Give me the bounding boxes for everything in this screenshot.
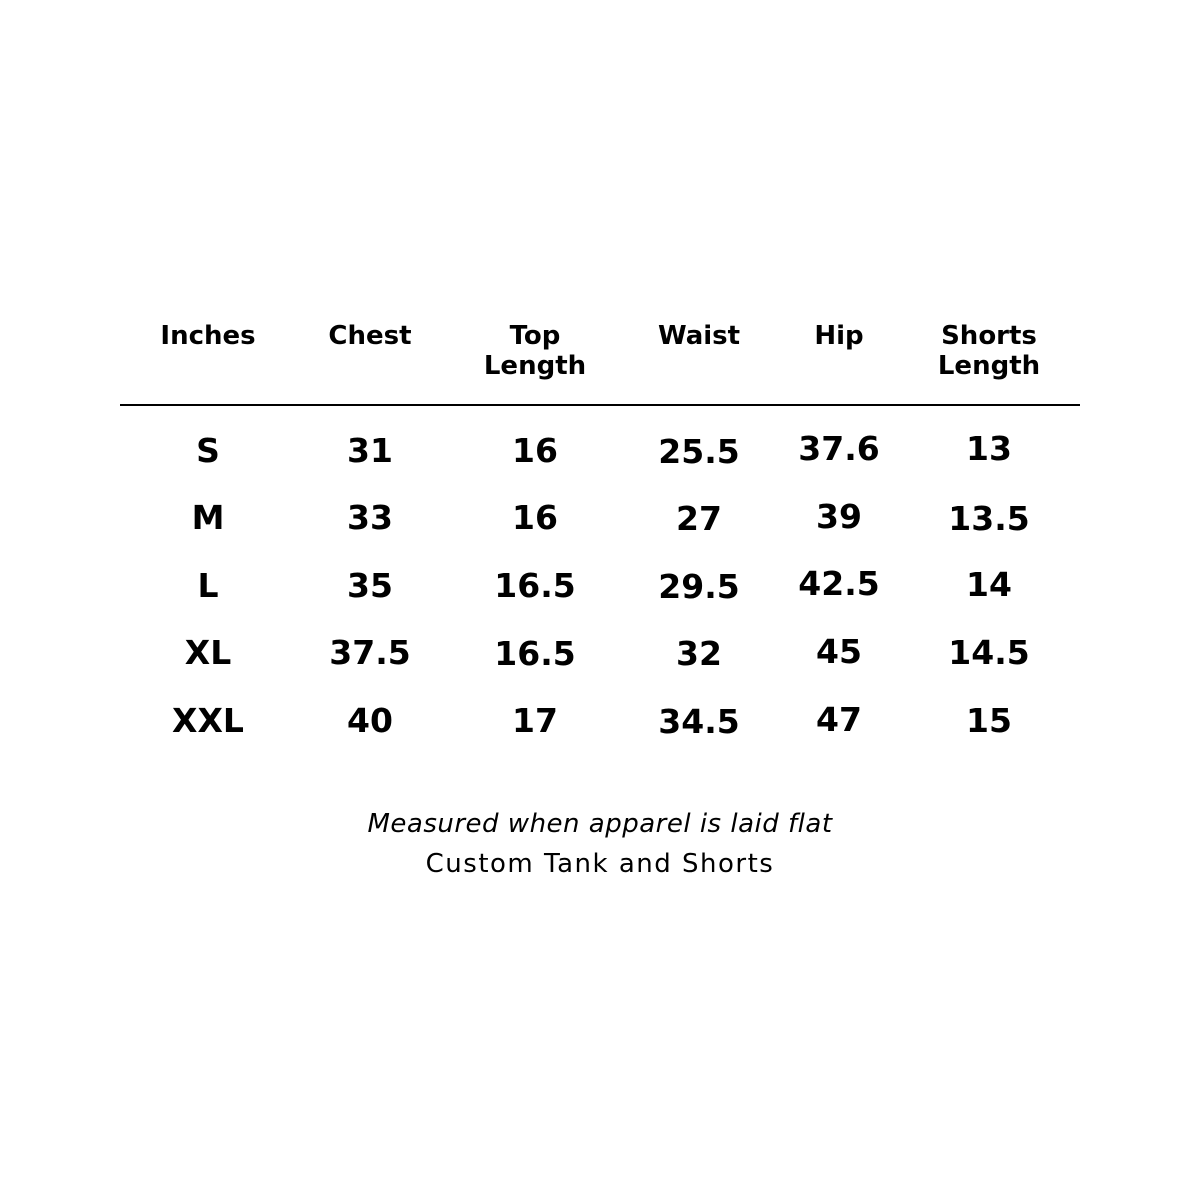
row-l-shorts-length: 14: [966, 565, 1012, 604]
column-header-inches: Inches: [160, 321, 256, 351]
row-xxl-waist: 34.5: [658, 702, 740, 741]
row-xxl-hip: 47: [816, 700, 862, 739]
row-s-hip: 37.6: [798, 429, 880, 468]
product-name: Custom Tank and Shorts: [425, 849, 775, 879]
row-l-size: L: [197, 566, 219, 605]
row-xl-hip: 45: [816, 632, 862, 671]
row-xxl-shorts-length: 15: [966, 701, 1012, 740]
row-xl-shorts-length: 14.5: [948, 633, 1030, 672]
row-s-size: S: [196, 431, 220, 470]
row-s-top-length: 16: [512, 431, 558, 470]
row-xxl-chest: 40: [347, 701, 393, 740]
row-l-waist: 29.5: [658, 567, 740, 606]
row-m-waist: 27: [676, 499, 722, 538]
header-divider: [120, 404, 1080, 406]
row-xl-size: XL: [184, 633, 232, 672]
row-m-chest: 33: [347, 498, 393, 537]
row-l-hip: 42.5: [798, 564, 880, 603]
column-header-chest: Chest: [328, 321, 412, 351]
column-header-shorts-length: Shorts Length: [937, 321, 1041, 381]
row-l-top-length: 16.5: [494, 566, 576, 605]
column-header-hip: Hip: [814, 321, 864, 351]
column-header-waist: Waist: [657, 321, 741, 351]
row-m-size: M: [191, 498, 225, 537]
row-s-chest: 31: [347, 431, 393, 470]
measurement-note: Measured when apparel is laid flat: [367, 809, 833, 839]
row-xxl-size: XXL: [172, 701, 244, 740]
row-m-hip: 39: [816, 497, 862, 536]
row-s-waist: 25.5: [658, 432, 740, 471]
row-xl-waist: 32: [676, 634, 722, 673]
row-xxl-top-length: 17: [512, 701, 558, 740]
row-m-top-length: 16: [512, 498, 558, 537]
row-xl-top-length: 16.5: [494, 634, 576, 673]
row-l-chest: 35: [347, 566, 393, 605]
row-xl-chest: 37.5: [329, 633, 411, 672]
row-s-shorts-length: 13: [966, 429, 1012, 468]
column-header-top-length: Top Length: [483, 321, 587, 381]
row-m-shorts-length: 13.5: [948, 499, 1030, 538]
